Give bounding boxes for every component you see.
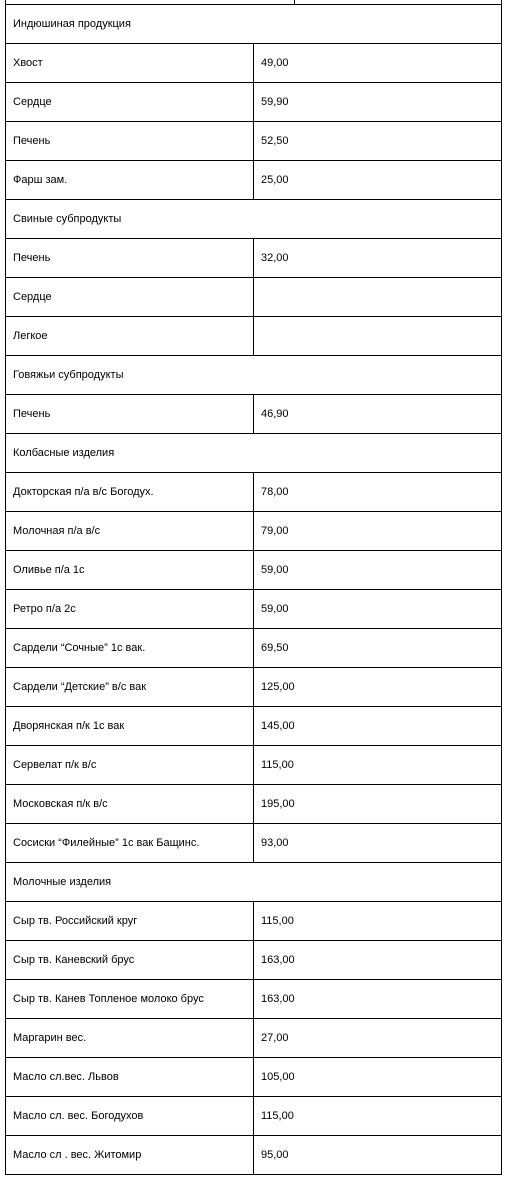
product-price: 52,50 bbox=[254, 122, 502, 161]
product-price: 49,00 bbox=[254, 44, 502, 83]
price-table-body bbox=[6, 5, 502, 1175]
product-name: Печень bbox=[6, 239, 254, 278]
product-price bbox=[254, 317, 502, 356]
table-row bbox=[6, 512, 502, 551]
product-name: Масло сл.вес. Львов bbox=[6, 1058, 254, 1097]
product-name: Фарш зам. bbox=[6, 161, 254, 200]
table-row bbox=[6, 122, 502, 161]
product-price: 163,00 bbox=[254, 980, 502, 1019]
product-price: 69,50 bbox=[254, 629, 502, 668]
product-price: 59,90 bbox=[254, 83, 502, 122]
product-name: Сыр тв. Канев Топленое молоко брус bbox=[6, 980, 254, 1019]
price-list bbox=[5, 0, 502, 1175]
table-row bbox=[6, 161, 502, 200]
section-title: Колбасные изделия bbox=[6, 434, 502, 473]
section-header-row bbox=[6, 200, 502, 239]
table-row bbox=[6, 1058, 502, 1097]
section-title: Свиные субпродукты bbox=[6, 200, 502, 239]
product-name: Дворянская п/к 1с вак bbox=[6, 707, 254, 746]
product-name: Печень bbox=[6, 395, 254, 434]
table-row bbox=[6, 551, 502, 590]
section-title: Индюшиная продукция bbox=[6, 5, 502, 44]
product-name: Маргарин вес. bbox=[6, 1019, 254, 1058]
product-price: 32,00 bbox=[254, 239, 502, 278]
product-name: Масло сл. вес. Богодухов bbox=[6, 1097, 254, 1136]
product-name: Московская п/к в/с bbox=[6, 785, 254, 824]
product-name: Ретро п/а 2с bbox=[6, 590, 254, 629]
product-name: Сардели “Детские” в/с вак bbox=[6, 668, 254, 707]
section-header-row bbox=[6, 434, 502, 473]
product-price: 59,00 bbox=[254, 551, 502, 590]
product-price: 115,00 bbox=[254, 746, 502, 785]
table-row bbox=[6, 83, 502, 122]
product-price: 46,90 bbox=[254, 395, 502, 434]
product-price: 163,00 bbox=[254, 941, 502, 980]
table-row bbox=[6, 1136, 502, 1175]
product-name: Сердце bbox=[6, 83, 254, 122]
product-price: 78,00 bbox=[254, 473, 502, 512]
product-name: Сосиски “Филейные” 1с вак Бащинс. bbox=[6, 824, 254, 863]
table-row bbox=[6, 629, 502, 668]
product-price: 125,00 bbox=[254, 668, 502, 707]
product-name: Сардели “Сочные” 1с вак. bbox=[6, 629, 254, 668]
section-title: Говяжьи субпродукты bbox=[6, 356, 502, 395]
table-row bbox=[6, 239, 502, 278]
table-row bbox=[6, 395, 502, 434]
product-price: 79,00 bbox=[254, 512, 502, 551]
table-row bbox=[6, 590, 502, 629]
product-name: Хвост bbox=[6, 44, 254, 83]
product-name: Молочная п/а в/с bbox=[6, 512, 254, 551]
table-row bbox=[6, 746, 502, 785]
table-row bbox=[6, 1097, 502, 1136]
product-price: 115,00 bbox=[254, 1097, 502, 1136]
table-row bbox=[6, 707, 502, 746]
table-row bbox=[6, 473, 502, 512]
product-price: 25,00 bbox=[254, 161, 502, 200]
product-price: 93,00 bbox=[254, 824, 502, 863]
product-name: Сыр тв. Каневский брус bbox=[6, 941, 254, 980]
product-name: Сердце bbox=[6, 278, 254, 317]
previous-row-remainder bbox=[5, 0, 502, 4]
product-price: 59,00 bbox=[254, 590, 502, 629]
product-price: 105,00 bbox=[254, 1058, 502, 1097]
product-price: 195,00 bbox=[254, 785, 502, 824]
table-row bbox=[6, 824, 502, 863]
product-name: Легкое bbox=[6, 317, 254, 356]
section-header-row bbox=[6, 356, 502, 395]
table-row bbox=[6, 980, 502, 1019]
product-price: 115,00 bbox=[254, 902, 502, 941]
product-price bbox=[254, 278, 502, 317]
product-name: Печень bbox=[6, 122, 254, 161]
table-row bbox=[6, 44, 502, 83]
price-table bbox=[5, 4, 502, 1175]
product-name: Масло сл . вес. Житомир bbox=[6, 1136, 254, 1175]
table-row bbox=[6, 941, 502, 980]
section-title: Молочные изделия bbox=[6, 863, 502, 902]
product-price: 27,00 bbox=[254, 1019, 502, 1058]
product-name: Сыр тв. Российский круг bbox=[6, 902, 254, 941]
product-name: Оливье п/а 1с bbox=[6, 551, 254, 590]
product-name: Докторская п/а в/с Богодух. bbox=[6, 473, 254, 512]
table-row bbox=[6, 278, 502, 317]
section-header-row bbox=[6, 5, 502, 44]
product-name: Сервелат п/к в/с bbox=[6, 746, 254, 785]
table-row bbox=[6, 1019, 502, 1058]
table-row bbox=[6, 785, 502, 824]
product-price: 95,00 bbox=[254, 1136, 502, 1175]
column-divider bbox=[294, 0, 295, 4]
table-row bbox=[6, 317, 502, 356]
table-row bbox=[6, 668, 502, 707]
product-price: 145,00 bbox=[254, 707, 502, 746]
section-header-row bbox=[6, 863, 502, 902]
table-row bbox=[6, 902, 502, 941]
